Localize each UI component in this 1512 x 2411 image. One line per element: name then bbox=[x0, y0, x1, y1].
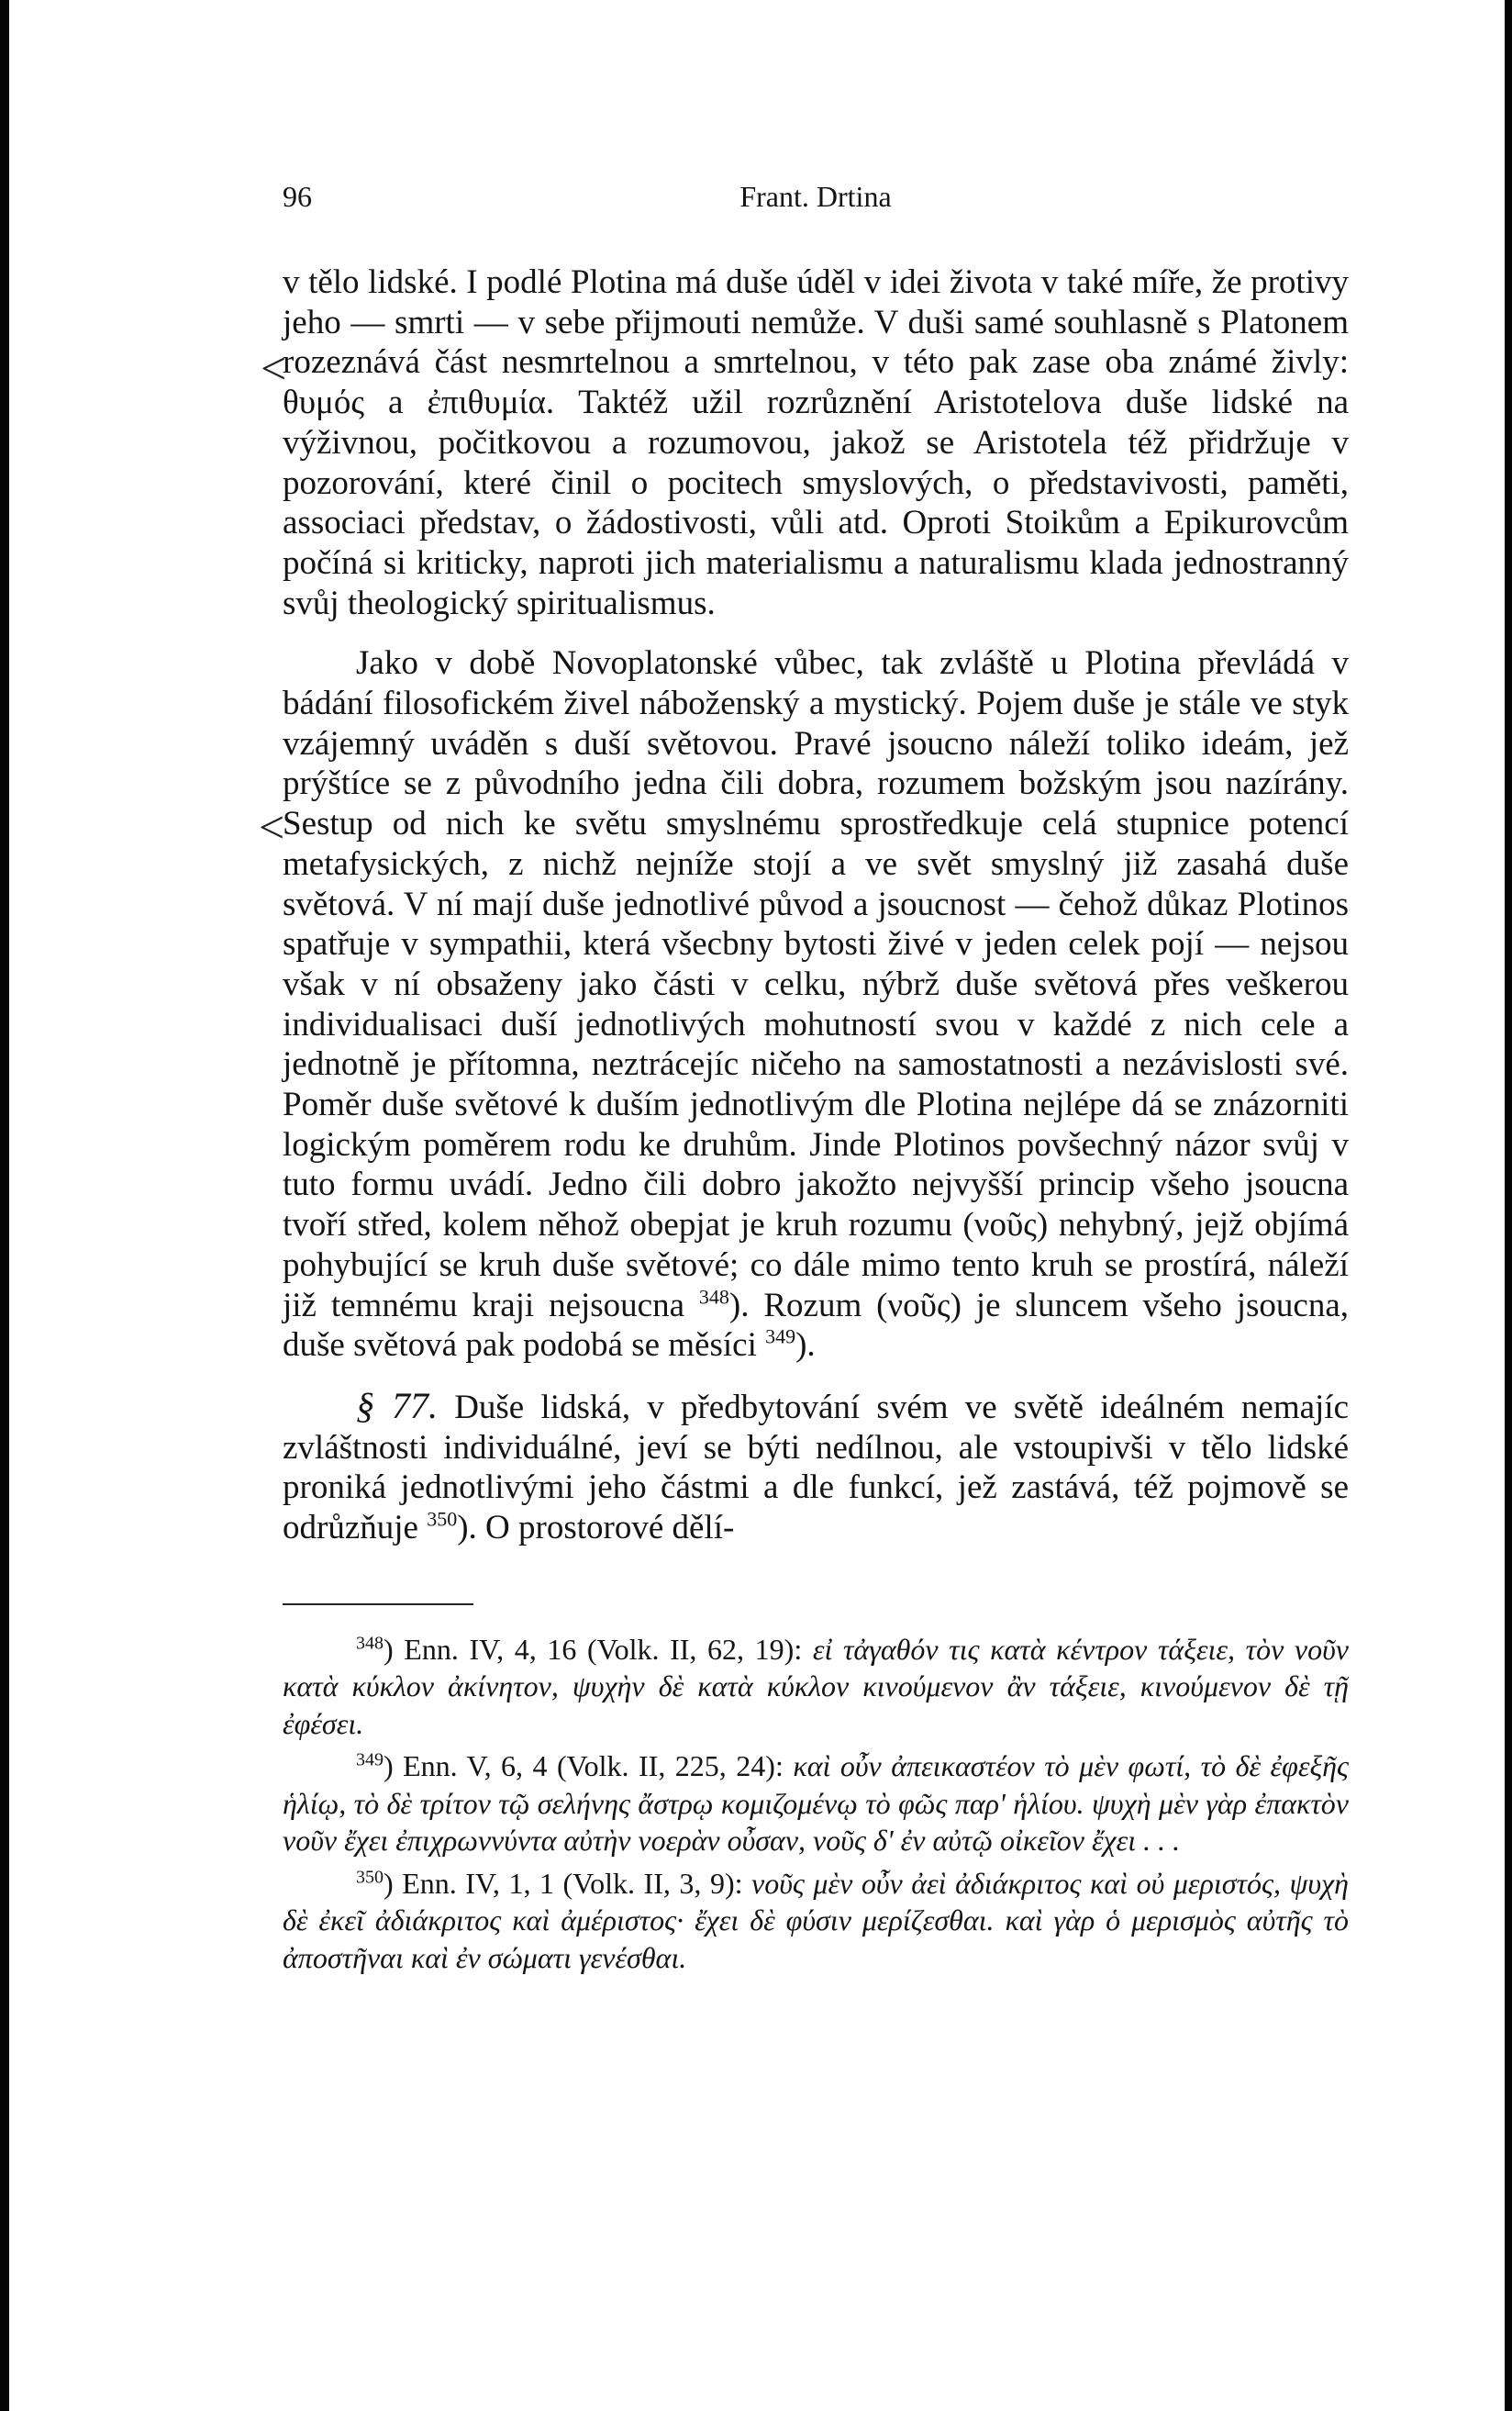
page bbox=[283, 171, 1349, 1981]
section-number: § 77. bbox=[356, 1384, 438, 1426]
footnote-greek: εἰ τἀγαθόν τις κατὰ κέντρον τάξειε, τὸν νοῦν κατὰ κύκλον ἀκίνητον, ψυχὴν δὲ κατὰ κύκλον κινούμενον ἂν τάξειε, κινούμενον δὲ τῇ ἐφέσει. bbox=[283, 1632, 1350, 1740]
margin-mark: < bbox=[261, 342, 287, 394]
paragraph-3-text: Duše lidská, v předbytování svém ve světě ideálném nemajíc zvláštnosti individuálné, jeví se býti nedílnou, ale vstoupivši v tělo lidské proniká jednotlivými jeho částmi a dle funkcí, jež zastává, též pojmově se odrůzňuje bbox=[283, 1388, 1350, 1547]
paragraph-2-end: ). bbox=[795, 1326, 816, 1365]
footnote-number: 350 bbox=[356, 1867, 384, 1888]
footnote-ref[interactable]: 350 bbox=[427, 1507, 458, 1531]
footnote-350 bbox=[283, 1865, 1349, 1977]
page-number: 96 bbox=[283, 180, 312, 213]
paragraph-3-end: ). O prostorové dělí- bbox=[457, 1509, 735, 1547]
footnote-349 bbox=[283, 1747, 1349, 1859]
running-head bbox=[283, 171, 1349, 226]
scan-edge-right bbox=[1505, 0, 1512, 2411]
footnote-greek: καὶ οὖν ἀπεικαστέον τὸ μὲν φωτί, τὸ δὲ ἐφεξῆς ἡλίῳ, τὸ δὲ τρίτον τῷ σελήνης ἄστρῳ κομιζομένῳ τὸ φῶς παρ' ἡλίου. ψυχὴ μὲν γὰρ ἐπακτὸν νοῦν ἔχει ἐπιχρωννύντα αὐτὴν νοερὰν οὖσαν, νοῦς δ' ἐν αὐτῷ οἰκεῖον ἔχει . . . bbox=[283, 1749, 1350, 1858]
footnote-number: 348 bbox=[356, 1633, 384, 1654]
footnote-ref[interactable]: 348 bbox=[698, 1285, 729, 1309]
paragraph-2-text: Jako v době Novoplatonské vůbec, tak zvláště u Plotina převládá v bádání filosofickém živel náboženský a mystický. Pojem duše je stále ve styk vzájemný uváděn s duší světovou. Pravé jsoucno náleží toliko ideám, jež prýštíce se z původního jedna čili dobra, rozumem božským jsou nazírány. Sestup od nich ke světu smyslnému sprostředkuje celá stupnice potencí metafysických, z nichž nejníže stojí a ve svět smyslný již zasahá duše světová. V ní mají duše jednotlivé původ a jsoucnost — čehož důkaz Plotinos spatřuje v sympathii, která všecbny bytosti živé v jeden celek pojí — nejsou však v ní obsaženy jako části v celku, nýbrž duše světová přes veškerou individualisaci duší jednotlivých mohutností svou v každé z nich cele a jednotně je přítomna, neztrácejíc ničeho na samostatnosti a nezávislosti své. Poměr duše světové k duším jednotlivým dle Plotina nejlépe dá se znázorniti logickým poměrem rodu ke druhům. Jinde Plotinos povšechný názor svůj v tuto formu uvádí. Jedno čili dobro jakožto nejvyšší princip všeho jsoucna tvoří střed, kolem něhož obepjat je kruh rozumu (νοῦς) nehybný, jejž objímá pohybující se kruh duše světové; co dále mimo tento kruh se prostírá, náleží již temnému kraji nejsoucna bbox=[283, 644, 1349, 1324]
footnote-348 bbox=[283, 1631, 1349, 1743]
running-title: Frant. Drtina bbox=[739, 180, 892, 213]
margin-mark: < bbox=[259, 801, 285, 853]
paragraph-2 bbox=[283, 643, 1349, 1366]
paragraph-2-cont: ). Rozum (νοῦς) je sluncem všeho jsoucna, duše světová pak podobá se měsíci bbox=[283, 1286, 1350, 1365]
scan-edge-left bbox=[0, 0, 9, 2411]
footnote-citation: ) Enn. IV, 4, 16 (Volk. II, 62, 19): bbox=[384, 1632, 803, 1666]
footnote-ref[interactable]: 349 bbox=[765, 1324, 796, 1348]
footnote-citation: ) Enn. IV, 1, 1 (Volk. II, 3, 9): bbox=[384, 1866, 743, 1900]
paragraph-3 bbox=[283, 1386, 1349, 1548]
paragraph-1: v tělo lidské. I podlé Plotina má duše úděl v idei života v také míře, že protivy jeho — smrti — v sebe přijmouti nemůže. V duši samé souhlasně s Platonem rozeznává část nesmrtelnou a smrtelnou, v této pak zase oba známé živly: θυμός a ἐπιθυμία. Taktéž užil rozrůznění Aristotelova duše lidské na výživnou, počitkovou a rozumovou, jakož se Aristotela též přidržuje v pozorování, které činil o pocitech smyslových, o představivosti, paměti, associaci představ, o žádostivosti, vůli atd. Oproti Stoikům a Epikurovcům počíná si kriticky, naproti jich materialismu a naturalismu klada jednostranný svůj theologický spiritualismus. bbox=[283, 263, 1349, 622]
footnote-rule bbox=[283, 1603, 473, 1605]
footnote-citation: ) Enn. V, 6, 4 (Volk. II, 225, 24): bbox=[384, 1749, 784, 1783]
footnote-number: 349 bbox=[356, 1749, 384, 1770]
footnote-greek: νοῦς μὲν οὖν ἀεὶ ἀδιάκριτος καὶ οὐ μεριστός, ψυχὴ δὲ ἐκεῖ ἀδιάκριτος καὶ ἀμέριστος· ἔχει δὲ φύσιν μερίζεσθαι. καὶ γὰρ ὁ μερισμὸς αὐτῆς τὸ ἀποστῆναι καὶ ἐν σώματι γενέσθαι. bbox=[283, 1866, 1349, 1974]
